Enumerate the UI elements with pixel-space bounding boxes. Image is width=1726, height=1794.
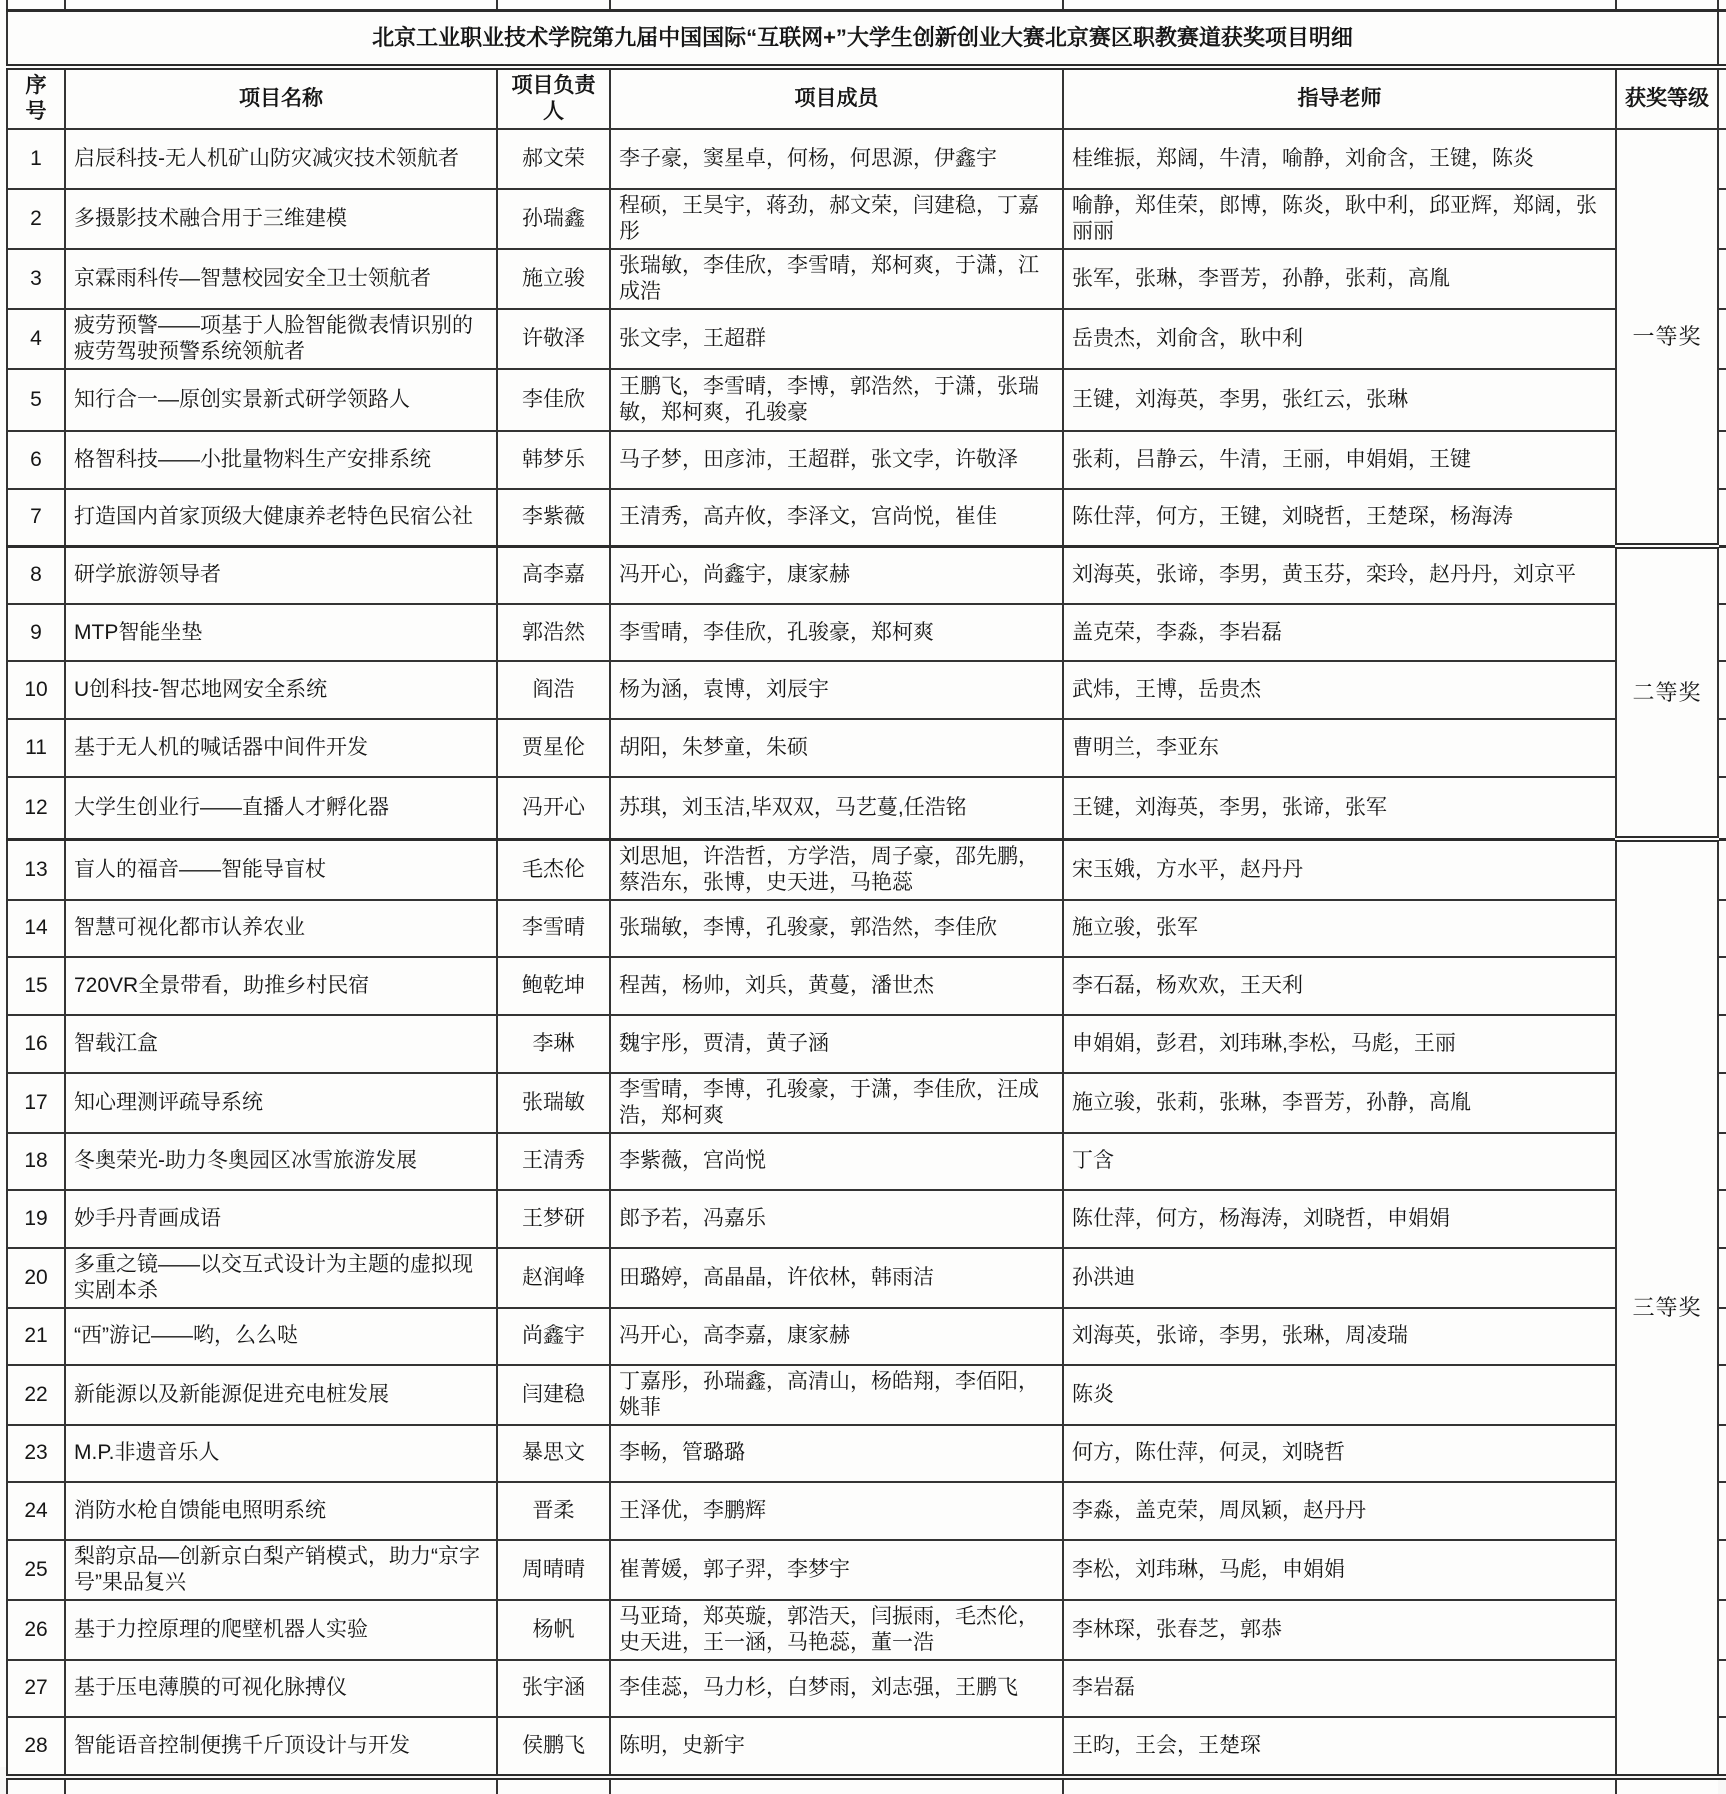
advisors-cell: 施立骏，张军 <box>1063 900 1616 957</box>
project-name-cell: 智慧可视化都市认养农业 <box>65 900 497 957</box>
advisors-cell: 申娟娟，彭君，刘玮琳,李松，马彪，王丽 <box>1063 1015 1616 1073</box>
row-index: 27 <box>7 1660 65 1717</box>
project-name-cell: 720VR全景带看，助推乡村民宿 <box>65 957 497 1015</box>
row-index: 6 <box>7 431 65 489</box>
project-name-cell: M.P.非遗音乐人 <box>65 1425 497 1482</box>
table-row <box>7 489 1726 546</box>
page-edge-sliver <box>1718 189 1726 249</box>
row-index: 25 <box>7 1540 65 1600</box>
project-name-cell: 打造国内首家顶级大健康养老特色民宿公社 <box>65 489 497 546</box>
project-members-cell: 程硕，王昊宇，蒋劲，郝文荣，闫建稳，丁嘉彤 <box>610 189 1063 249</box>
table-row <box>7 1308 1726 1365</box>
table-row <box>7 431 1726 489</box>
advisors-cell: 喻静，郑佳荣，郎博，陈炎，耿中利，邱亚辉，郑阔，张丽丽 <box>1063 189 1616 249</box>
table-row <box>7 1660 1726 1717</box>
column-header-index: 序号 <box>7 67 65 129</box>
project-members-cell: 张瑞敏，李佳欣，李雪晴，郑柯爽，于潇，江成浩 <box>610 249 1063 309</box>
row-index: 22 <box>7 1365 65 1425</box>
project-members-cell: 张瑞敏，李博，孔骏豪，郭浩然，李佳欣 <box>610 900 1063 957</box>
clipped-cell <box>65 0 497 11</box>
award-level-cell: 三等奖 <box>1616 839 1718 1777</box>
project-name-cell: 消防水枪自馈能电照明系统 <box>65 1482 497 1540</box>
table-row <box>7 1073 1726 1133</box>
row-index: 21 <box>7 1308 65 1365</box>
project-name-cell: 大学生创业行——直播人才孵化器 <box>65 777 497 839</box>
project-leader-cell: 侯鹏飞 <box>497 1717 610 1777</box>
project-members-cell: 马亚琦，郑英璇，郭浩天，闫振雨，毛杰伦，史天进，王一涵，马艳蕊，董一浩 <box>610 1600 1063 1660</box>
table-body <box>7 0 1726 1794</box>
project-leader-cell: 冯开心 <box>497 777 610 839</box>
project-leader-cell: 闫建稳 <box>497 1365 610 1425</box>
page-edge-sliver <box>1718 661 1726 719</box>
page-edge-sliver <box>1718 900 1726 957</box>
project-leader-cell: 高李嘉 <box>497 546 610 604</box>
project-leader-cell: 王梦研 <box>497 1190 610 1248</box>
advisors-cell: 陈炎 <box>1063 1365 1616 1425</box>
project-name-cell: 京霖雨科传—智慧校园安全卫士领航者 <box>65 249 497 309</box>
project-members-cell: 李雪晴，李博，孔骏豪，于潇，李佳欣，汪成浩，郑柯爽 <box>610 1073 1063 1133</box>
project-leader-cell: 许敬泽 <box>497 309 610 369</box>
project-leader-cell: 暴思文 <box>497 1425 610 1482</box>
project-members-cell: 李子豪，窦星卓，何杨，何思源，伊鑫宇 <box>610 129 1063 189</box>
project-name-cell: 梨韵京品—创新京白梨产销模式，助力“京字号”果品复兴 <box>65 1540 497 1600</box>
clipped-cell <box>497 0 610 11</box>
advisors-cell: 武炜，王博，岳贵杰 <box>1063 661 1616 719</box>
table-row <box>7 369 1726 431</box>
table-row <box>7 1133 1726 1190</box>
page-edge-sliver <box>1718 604 1726 661</box>
page-edge-sliver <box>1718 1600 1726 1660</box>
project-members-cell: 苏琪，刘玉洁,毕双双，马艺蔓,任浩铭 <box>610 777 1063 839</box>
table-row <box>7 1600 1726 1660</box>
advisors-cell: 刘海英，张谛，李男，张琳，周凌瑞 <box>1063 1308 1616 1365</box>
project-members-cell: 陈明，史新宇 <box>610 1717 1063 1777</box>
project-name-cell: 多重之镜——以交互式设计为主题的虚拟现实剧本杀 <box>65 1248 497 1308</box>
page-edge-sliver <box>1718 431 1726 489</box>
page-edge-sliver <box>1718 719 1726 777</box>
advisors-cell: 李淼，盖克荣，周凤颖，赵丹丹 <box>1063 1482 1616 1540</box>
project-leader-cell: 张宇涵 <box>497 1660 610 1717</box>
row-index: 17 <box>7 1073 65 1133</box>
project-leader-cell: 李佳欣 <box>497 369 610 431</box>
clipped-row-bottom <box>7 1777 1726 1794</box>
table-row <box>7 1540 1726 1600</box>
project-name-cell: 知心理测评疏导系统 <box>65 1073 497 1133</box>
row-index: 2 <box>7 189 65 249</box>
table-row <box>7 661 1726 719</box>
project-members-cell: 王泽优，李鹏辉 <box>610 1482 1063 1540</box>
row-index: 19 <box>7 1190 65 1248</box>
project-name-cell: 启辰科技-无人机矿山防灾减灾技术领航者 <box>65 129 497 189</box>
project-members-cell: 田璐婷，高晶晶，许依林，韩雨洁 <box>610 1248 1063 1308</box>
project-name-cell: 盲人的福音——智能导盲杖 <box>65 839 497 900</box>
project-members-cell: 李紫薇，宫尚悦 <box>610 1133 1063 1190</box>
table-row <box>7 249 1726 309</box>
row-index: 11 <box>7 719 65 777</box>
clipped-cell <box>7 0 65 11</box>
row-index: 16 <box>7 1015 65 1073</box>
project-leader-cell: 李雪晴 <box>497 900 610 957</box>
header-row <box>7 67 1726 129</box>
advisors-cell: 李松，刘玮琳，马彪，申娟娟 <box>1063 1540 1616 1600</box>
advisors-cell: 李石磊，杨欢欢，王天利 <box>1063 957 1616 1015</box>
column-header-award: 获奖等级 <box>1616 67 1718 129</box>
page-edge-sliver <box>1718 129 1726 189</box>
project-name-cell: 新能源以及新能源促进充电桩发展 <box>65 1365 497 1425</box>
project-members-cell: 王清秀，高卉攸，李泽文，宫尚悦，崔佳 <box>610 489 1063 546</box>
advisors-cell: 桂维振，郑阔，牛清，喻静，刘俞含，王键，陈炎 <box>1063 129 1616 189</box>
project-name-cell: 疲劳预警——项基于人脸智能微表情识别的疲劳驾驶预警系统领航者 <box>65 309 497 369</box>
award-level-cell: 一等奖 <box>1616 129 1718 546</box>
project-leader-cell: 毛杰伦 <box>497 839 610 900</box>
page-edge-sliver <box>1718 777 1726 839</box>
project-leader-cell: 李紫薇 <box>497 489 610 546</box>
page-edge-sliver <box>1718 957 1726 1015</box>
project-members-cell: 李畅，管璐璐 <box>610 1425 1063 1482</box>
page-edge-sliver <box>1718 1190 1726 1248</box>
awards-table <box>6 0 1726 1794</box>
project-members-cell: 冯开心，尚鑫宇，康家赫 <box>610 546 1063 604</box>
award-level-cell: 二等奖 <box>1616 546 1718 839</box>
project-members-cell: 程茜，杨帅，刘兵，黄蔓，潘世杰 <box>610 957 1063 1015</box>
project-members-cell: 王鹏飞，李雪晴，李博，郭浩然，于潇，张瑞敏，郑柯爽，孔骏豪 <box>610 369 1063 431</box>
table-row <box>7 309 1726 369</box>
table-row <box>7 719 1726 777</box>
row-index: 23 <box>7 1425 65 1482</box>
advisors-cell: 王昀，王会，王楚琛 <box>1063 1717 1616 1777</box>
page-edge-sliver <box>1718 309 1726 369</box>
page-edge-sliver <box>1718 1133 1726 1190</box>
page-edge-sliver <box>1718 1365 1726 1425</box>
row-index: 14 <box>7 900 65 957</box>
advisors-cell: 李林琛，张春芝，郭恭 <box>1063 1600 1616 1660</box>
project-name-cell: 冬奥荣光-助力冬奥园区冰雪旅游发展 <box>65 1133 497 1190</box>
title-row <box>7 11 1726 68</box>
project-leader-cell: 贾星伦 <box>497 719 610 777</box>
row-index: 15 <box>7 957 65 1015</box>
column-header-members: 项目成员 <box>610 67 1063 129</box>
row-index: 28 <box>7 1717 65 1777</box>
table-row <box>7 839 1726 900</box>
project-name-cell: 基于力控原理的爬壁机器人实验 <box>65 1600 497 1660</box>
table-row <box>7 604 1726 661</box>
page-edge-sliver <box>1718 839 1726 900</box>
project-name-cell: 格智科技——小批量物料生产安排系统 <box>65 431 497 489</box>
table-row <box>7 1190 1726 1248</box>
page-edge-sliver <box>1718 546 1726 604</box>
table-row <box>7 1248 1726 1308</box>
project-members-cell: 李雪晴，李佳欣，孔骏豪，郑柯爽 <box>610 604 1063 661</box>
project-members-cell: 刘思旭，许浩哲，方学浩，周子豪，邵先鹏，蔡浩东，张博，史天进，马艳蕊 <box>610 839 1063 900</box>
project-leader-cell: 施立骏 <box>497 249 610 309</box>
table-row <box>7 1717 1726 1777</box>
page-title: 北京工业职业技术学院第九届中国国际“互联网+”大学生创新创业大赛北京赛区职教赛道获奖项目明细 <box>7 11 1718 68</box>
project-name-cell: U创科技-智芯地网安全系统 <box>65 661 497 719</box>
advisors-cell: 施立骏，张莉，张琳，李晋芳，孙静，高胤 <box>1063 1073 1616 1133</box>
project-name-cell: 研学旅游领导者 <box>65 546 497 604</box>
project-members-cell: 魏宇彤，贾清，黄子涵 <box>610 1015 1063 1073</box>
row-index: 24 <box>7 1482 65 1540</box>
project-name-cell: 智能语音控制便携千斤顶设计与开发 <box>65 1717 497 1777</box>
project-name-cell: 基于压电薄膜的可视化脉搏仪 <box>65 1660 497 1717</box>
project-leader-cell: 鲍乾坤 <box>497 957 610 1015</box>
project-leader-cell: 郭浩然 <box>497 604 610 661</box>
clipped-cell <box>610 1777 1063 1794</box>
advisors-cell: 孙洪迪 <box>1063 1248 1616 1308</box>
clipped-cell <box>1063 0 1616 11</box>
clipped-cell <box>610 0 1063 11</box>
table-row <box>7 546 1726 604</box>
row-index: 9 <box>7 604 65 661</box>
page-edge-sliver <box>1718 67 1726 129</box>
clipped-cell <box>65 1777 497 1794</box>
table-row <box>7 129 1726 189</box>
project-members-cell: 张文孛，王超群 <box>610 309 1063 369</box>
clipped-row-top <box>7 0 1726 11</box>
row-index: 10 <box>7 661 65 719</box>
project-leader-cell: 阎浩 <box>497 661 610 719</box>
page-edge-sliver <box>1718 489 1726 546</box>
page-edge-sliver <box>1718 11 1726 68</box>
row-index: 4 <box>7 309 65 369</box>
row-index: 20 <box>7 1248 65 1308</box>
row-index: 3 <box>7 249 65 309</box>
page-edge-sliver <box>1718 249 1726 309</box>
row-index: 8 <box>7 546 65 604</box>
project-members-cell: 丁嘉彤，孙瑞鑫，高清山，杨皓翔，李佰阳，姚菲 <box>610 1365 1063 1425</box>
project-name-cell: 妙手丹青画成语 <box>65 1190 497 1248</box>
project-leader-cell: 韩梦乐 <box>497 431 610 489</box>
page-edge-sliver <box>1718 1660 1726 1717</box>
table-row <box>7 1425 1726 1482</box>
project-members-cell: 马子梦，田彦沛，王超群，张文孛，许敬泽 <box>610 431 1063 489</box>
row-index: 12 <box>7 777 65 839</box>
page-edge-sliver <box>1718 1073 1726 1133</box>
advisors-cell: 张莉，吕静云，牛清，王丽，申娟娟，王键 <box>1063 431 1616 489</box>
page-edge-sliver <box>1718 1540 1726 1600</box>
advisors-cell: 陈仕萍，何方，杨海涛，刘晓哲，申娟娟 <box>1063 1190 1616 1248</box>
clipped-cell <box>7 1777 65 1794</box>
page-edge-sliver <box>1718 1717 1726 1777</box>
table-row <box>7 1015 1726 1073</box>
row-index: 26 <box>7 1600 65 1660</box>
project-members-cell: 冯开心，高李嘉，康家赫 <box>610 1308 1063 1365</box>
project-name-cell: 知行合一—原创实景新式研学领路人 <box>65 369 497 431</box>
table-row <box>7 957 1726 1015</box>
column-header-teachers: 指导老师 <box>1063 67 1616 129</box>
project-leader-cell: 王清秀 <box>497 1133 610 1190</box>
project-leader-cell: 周晴晴 <box>497 1540 610 1600</box>
advisors-cell: 盖克荣，李淼，李岩磊 <box>1063 604 1616 661</box>
row-index: 13 <box>7 839 65 900</box>
column-header-name: 项目名称 <box>65 67 497 129</box>
project-members-cell: 李佳蕊，马力杉，白梦雨，刘志强，王鹏飞 <box>610 1660 1063 1717</box>
project-leader-cell: 晋柔 <box>497 1482 610 1540</box>
advisors-cell: 岳贵杰，刘俞含，耿中利 <box>1063 309 1616 369</box>
advisors-cell: 刘海英，张谛，李男，黄玉芬，栾玲，赵丹丹，刘京平 <box>1063 546 1616 604</box>
advisors-cell: 陈仕萍，何方，王键，刘晓哲，王楚琛，杨海涛 <box>1063 489 1616 546</box>
table-row <box>7 189 1726 249</box>
clipped-cell <box>1616 1777 1718 1794</box>
project-name-cell: 多摄影技术融合用于三维建模 <box>65 189 497 249</box>
project-leader-cell: 赵润峰 <box>497 1248 610 1308</box>
table-row <box>7 1482 1726 1540</box>
clipped-cell <box>1616 0 1718 11</box>
table-row <box>7 777 1726 839</box>
page-edge-sliver <box>1718 1308 1726 1365</box>
row-index: 1 <box>7 129 65 189</box>
project-name-cell: 智载江盒 <box>65 1015 497 1073</box>
project-leader-cell: 郝文荣 <box>497 129 610 189</box>
row-index: 7 <box>7 489 65 546</box>
advisors-cell: 何方，陈仕萍，何灵，刘晓哲 <box>1063 1425 1616 1482</box>
advisors-cell: 张军，张琳，李晋芳，孙静，张莉，高胤 <box>1063 249 1616 309</box>
advisors-cell: 王键，刘海英，李男，张红云，张琳 <box>1063 369 1616 431</box>
project-leader-cell: 李琳 <box>497 1015 610 1073</box>
clipped-cell <box>497 1777 610 1794</box>
table-row <box>7 900 1726 957</box>
project-name-cell: MTP智能坐垫 <box>65 604 497 661</box>
project-leader-cell: 张瑞敏 <box>497 1073 610 1133</box>
project-members-cell: 郎予若，冯嘉乐 <box>610 1190 1063 1248</box>
page-edge-sliver <box>1718 369 1726 431</box>
project-members-cell: 崔菁媛，郭子羿，李梦宇 <box>610 1540 1063 1600</box>
page-edge-sliver <box>1718 1425 1726 1482</box>
advisors-cell: 宋玉娥，方水平，赵丹丹 <box>1063 839 1616 900</box>
table-row <box>7 1365 1726 1425</box>
project-leader-cell: 孙瑞鑫 <box>497 189 610 249</box>
column-header-leader: 项目负责人 <box>497 67 610 129</box>
advisors-cell: 李岩磊 <box>1063 1660 1616 1717</box>
project-members-cell: 杨为涵，袁博，刘辰宇 <box>610 661 1063 719</box>
project-members-cell: 胡阳，朱梦童，朱硕 <box>610 719 1063 777</box>
clipped-cell <box>1063 1777 1616 1794</box>
page-edge-sliver <box>1718 0 1726 11</box>
project-name-cell: “西”游记——哟，么么哒 <box>65 1308 497 1365</box>
project-leader-cell: 杨帆 <box>497 1600 610 1660</box>
project-leader-cell: 尚鑫宇 <box>497 1308 610 1365</box>
row-index: 5 <box>7 369 65 431</box>
advisors-cell: 王键，刘海英，李男，张谛，张军 <box>1063 777 1616 839</box>
page-edge-sliver <box>1718 1482 1726 1540</box>
project-name-cell: 基于无人机的喊话器中间件开发 <box>65 719 497 777</box>
advisors-cell: 曹明兰，李亚东 <box>1063 719 1616 777</box>
page-edge-sliver <box>1718 1248 1726 1308</box>
advisors-cell: 丁含 <box>1063 1133 1616 1190</box>
row-index: 18 <box>7 1133 65 1190</box>
page-edge-sliver <box>1718 1015 1726 1073</box>
